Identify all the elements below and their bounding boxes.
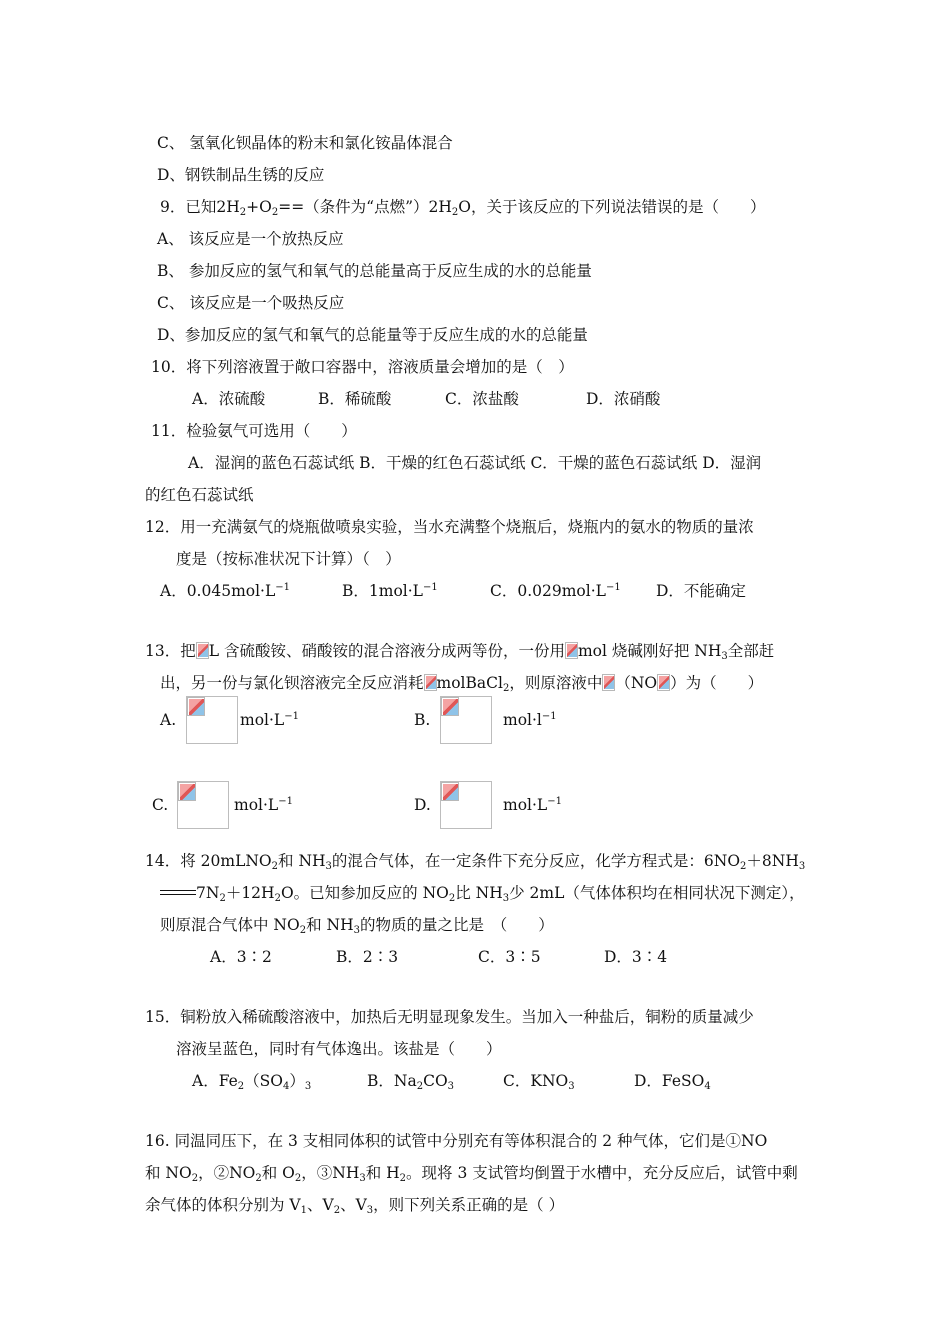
q9-option-d: D、参加反应的氢气和氧气的总能量等于反应生成的水的总能量 bbox=[157, 326, 588, 344]
q15-stem-cont: 溶液呈蓝色，同时有气体逸出。该盐是（ ） bbox=[176, 1040, 502, 1058]
formula-image-icon bbox=[187, 697, 205, 716]
q15-option-d: D．FeSO$_4$ bbox=[634, 1072, 711, 1092]
q13-option-c-unit: $mol\cdot L^{-1}$ bbox=[234, 796, 293, 814]
q15-option-b: B．$Na_2CO_3$ bbox=[367, 1072, 455, 1092]
q10-option-b: B．稀硫酸 bbox=[318, 390, 392, 408]
q14-option-d: D．3∶4 bbox=[604, 948, 668, 966]
formula-image-icon bbox=[178, 782, 196, 801]
q9-stem: 9．已知$2H_2+O_2==$（条件为“点燃$”)2H_2O$，关于该反应的下列说法错误的是（ ） bbox=[160, 198, 766, 218]
q11-stem: 11．检验氨气可选用（ ） bbox=[151, 422, 357, 440]
q13-stem-cont: 出，另一份与氯化钡溶液完全反应消耗 molBaCl$_2$，则原溶液中 （NO ）为（ ） bbox=[160, 674, 764, 694]
q9-option-b: B、 参加反应的氢气和氧气的总能量高于反应生成的水的总能量 bbox=[157, 262, 592, 280]
q13-option-d-formula bbox=[440, 781, 492, 829]
formula-image-icon bbox=[441, 782, 459, 801]
q12-stem: 12．用一充满氨气的烧瓶做喷泉实验，当水充满整个烧瓶后，烧瓶内的氨水的物质的量浓 bbox=[145, 518, 754, 536]
formula-image-icon bbox=[602, 674, 615, 691]
q13-option-a-label: A. bbox=[160, 711, 177, 729]
q14-stem: 14．将 20mLNO$_2$和 $NH_3$的混合气体，在一定条件下充分反应，化学方程式是：$6NO_2+8NH_3$ bbox=[145, 852, 806, 872]
formula-image-icon bbox=[441, 697, 459, 716]
q13-option-b-label: B. bbox=[414, 711, 431, 729]
q8-option-d: D、钢铁制品生锈的反应 bbox=[157, 166, 325, 184]
q13-stem: 13．把 L 含硫酸铵、硝酸铵的混合溶液分成两等份，一份用 mol 烧碱刚好把 $NH_3$全部赶 bbox=[145, 642, 775, 662]
q12-option-b: B．$1mol\cdot L^{-1}$ bbox=[342, 582, 438, 600]
q14-option-c: C．3∶5 bbox=[478, 948, 541, 966]
q16-stem-cont2: 余气体的体积分别为 $V_1$、$V_2$、$V_3$，则下列关系正确的是（ ） bbox=[145, 1196, 565, 1216]
q13-option-a-unit: $mol\cdot L^{-1}$ bbox=[240, 711, 299, 729]
formula-image-icon bbox=[565, 642, 578, 659]
q14-option-b: B．2∶3 bbox=[336, 948, 399, 966]
q14-stem-cont: $7N_2+12H_2O$。已知参加反应的 $NO_2$比 $NH_3$少 2mL（气体体积均在相同状况下测定）， bbox=[160, 883, 805, 903]
q16-stem-cont: 和 $NO_2$，$②NO_2$和 $O_2$，$③NH_3$和 $H_2$。现将 3 支试管均倒置于水槽中，充分反应后，试管中剩 bbox=[145, 1164, 798, 1184]
q9-option-a: A、 该反应是一个放热反应 bbox=[157, 230, 344, 248]
q13-option-b-unit: $mol\cdot l^{-1}$ bbox=[503, 711, 557, 729]
formula-image-icon bbox=[657, 674, 670, 691]
q10-option-d: D．浓硝酸 bbox=[586, 390, 661, 408]
q13-option-a-formula bbox=[186, 696, 238, 744]
q15-option-c: C．$KNO_3$ bbox=[503, 1072, 575, 1092]
q11-options-cont: 的红色石蕊试纸 bbox=[145, 486, 254, 504]
q12-option-a: A．$0.045mol\cdot L^{-1}$ bbox=[160, 582, 291, 600]
q8-option-c: C、 氢氧化钡晶体的粉末和氯化铵晶体混合 bbox=[157, 134, 453, 152]
q16-stem: 16. 同温同压下，在 3 支相同体积的试管中分别充有等体积混合的 2 种气体，它们是①NO bbox=[145, 1132, 768, 1150]
q12-option-c: C．$0.029mol\cdot L^{-1}$ bbox=[490, 582, 621, 600]
q14-stem-cont2: 则原混合气体中 $NO_2$和 $NH_3$的物质的量之比是 （ ） bbox=[160, 916, 554, 936]
formula-image-icon bbox=[196, 642, 209, 659]
q13-option-d-unit: $mol\cdot L^{-1}$ bbox=[503, 796, 562, 814]
q10-option-c: C．浓盐酸 bbox=[445, 390, 519, 408]
formula-image-icon bbox=[424, 674, 437, 691]
q13-option-c-label: C. bbox=[152, 796, 169, 814]
q12-option-d: D．不能确定 bbox=[656, 582, 746, 600]
q11-options: A．湿润的蓝色石蕊试纸 B．干燥的红色石蕊试纸 C．干燥的蓝色石蕊试纸 D．湿润 bbox=[188, 454, 762, 472]
q15-option-a: A．$Fe_2(SO_4)_3$ bbox=[192, 1072, 312, 1092]
q10-stem: 10．将下列溶液置于敞口容器中，溶液质量会增加的是（ ） bbox=[151, 358, 574, 376]
q12-stem-cont: 度是（按标准状况下计算）（ ） bbox=[176, 550, 401, 568]
q13-option-b-formula bbox=[440, 696, 492, 744]
q13-option-d-label: D. bbox=[414, 796, 431, 814]
q13-option-c-formula bbox=[177, 781, 229, 829]
q15-stem: 15．铜粉放入稀硫酸溶液中，加热后无明显现象发生。当加入一种盐后，铜粉的质量减少 bbox=[145, 1008, 754, 1026]
q10-option-a: A．浓硫酸 bbox=[192, 390, 266, 408]
q14-option-a: A．3∶2 bbox=[210, 948, 272, 966]
equals-sign-icon bbox=[160, 890, 196, 895]
q9-option-c: C、 该反应是一个吸热反应 bbox=[157, 294, 345, 312]
